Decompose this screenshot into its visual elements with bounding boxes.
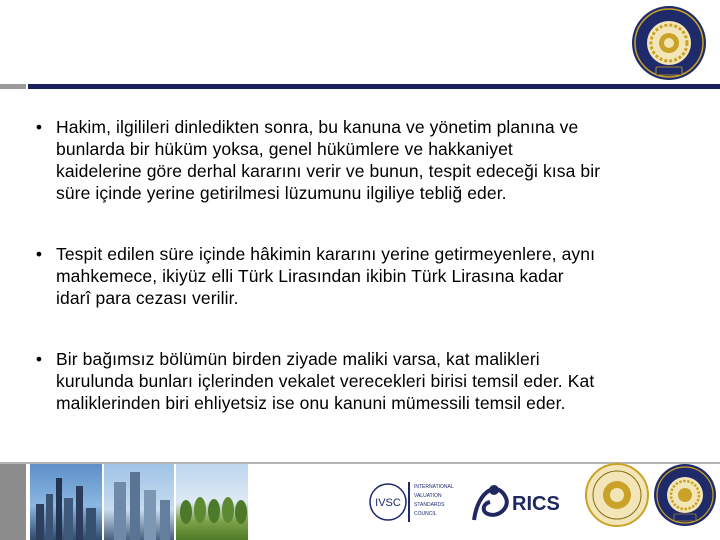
ankara-university-seal-logo bbox=[624, 4, 714, 82]
header-divider-navy bbox=[28, 84, 720, 89]
bullet-line: kurulunda bunları içlerinden vekalet verecekleri birisi temsil eder. Kat bbox=[56, 371, 595, 391]
bullet-line: bunlarda bir hüküm yoksa, genel hükümlere ve hakkaniyet bbox=[56, 139, 513, 159]
rics-mark: RICS bbox=[512, 493, 560, 515]
footer-grey-block bbox=[0, 462, 26, 540]
bullet-line: Hakim, ilgilileri dinledikten sonra, bu kanuna ve yönetim planına ve bbox=[56, 117, 579, 137]
trees-field-photo bbox=[176, 464, 248, 540]
bullet-marker: • bbox=[35, 117, 43, 137]
bullet-line: mahkemece, ikiyüz elli Türk Lirasından ikibin Türk Lirasına kadar bbox=[56, 266, 564, 286]
ivsc-mark: IVSC bbox=[375, 497, 401, 509]
bullet-line: Tespit edilen süre içinde hâkimin kararını yerine getirmeyenlere, aynı bbox=[56, 244, 596, 264]
rics-logo bbox=[468, 470, 580, 532]
bullet-marker: • bbox=[35, 349, 43, 369]
ivsc-logo bbox=[368, 470, 468, 532]
bullet-item bbox=[35, 243, 676, 309]
university-seal-gold-logo bbox=[584, 462, 650, 528]
ivsc-caption-line: COUNCIL bbox=[414, 511, 437, 517]
header-divider-grey bbox=[0, 84, 26, 89]
bullet-line: Bir bağımsız bölümün birden ziyade maliki varsa, kat malikleri bbox=[56, 349, 540, 369]
towers-photo bbox=[104, 464, 174, 540]
bullet-line: maliklerinden biri ehliyetsiz ise onu kanuni mümessili temsil eder. bbox=[56, 393, 566, 413]
bullet-marker: • bbox=[35, 244, 43, 264]
ivsc-caption-line: VALUATION bbox=[414, 493, 442, 499]
bullet-line: kaidelerine göre derhal kararını verir ve bunun, tespit edeceği kısa bir bbox=[56, 161, 601, 181]
ivsc-caption-line: INTERNATIONAL bbox=[414, 484, 454, 490]
bullet-item bbox=[35, 348, 676, 414]
bullet-line: süre içinde yerine getirilmesi lüzumunu ilgiliye tebliğ eder. bbox=[56, 183, 507, 203]
ankara-university-seal-bottom-logo bbox=[652, 462, 718, 528]
bullet-item bbox=[35, 116, 676, 204]
bullet-line: idarî para cezası verilir. bbox=[56, 288, 239, 308]
ivsc-caption-line: STANDARDS bbox=[414, 502, 445, 508]
city-skyline-photo bbox=[30, 464, 102, 540]
